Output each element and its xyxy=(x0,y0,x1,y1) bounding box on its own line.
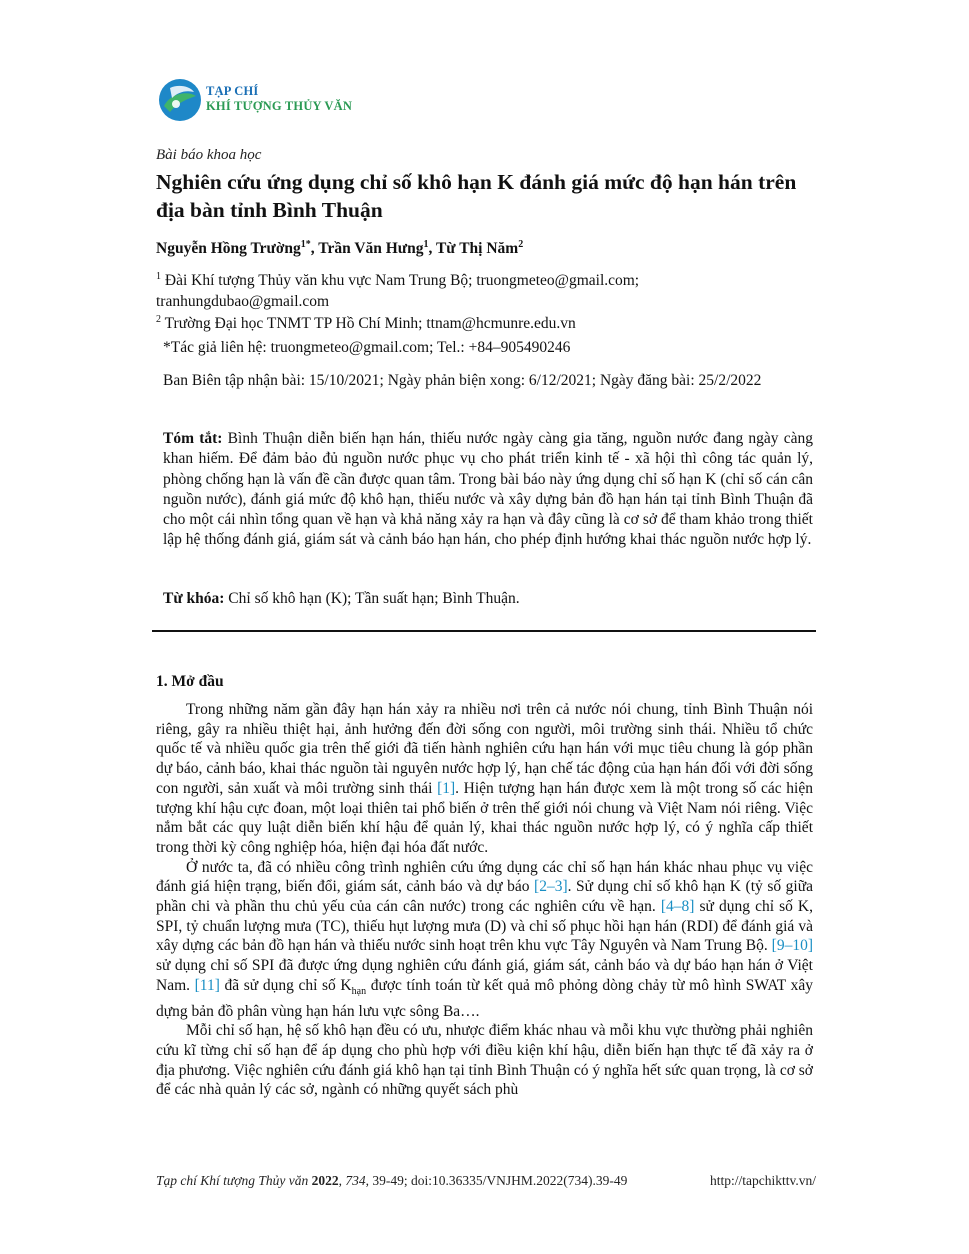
journal-logo-icon xyxy=(156,76,204,124)
abstract xyxy=(163,429,813,551)
paper-title: Nghiên cứu ứng dụng chỉ số khô hạn K đánh giá mức độ hạn hán trên địa bàn tỉnh Bình Thuận xyxy=(156,170,797,222)
footer-year: 2022 xyxy=(311,1173,339,1188)
aff-sup: 1 xyxy=(156,271,161,282)
paragraph xyxy=(156,858,813,1022)
text-run: Trong những năm gần đây hạn hán xảy ra nhiều nơi trên cả nước nói chung, tỉnh Bình Thuận nói riêng, gây ra nhiều thiệt hại, ảnh hưởng đến đời sống con người, môi trường sinh thái. Nhiều tổ chức quốc tế và nhiều quốc gia trên thế giới đã tiến hành nghiên cứu hạn hán với mục tiêu chung là góp phần dự báo, cảnh báo, khai thác nguồn tài nguyên nước hợp lý, hạn chế tác động của hạn hán đối với đời sống con người, sản xuất và môi trường sinh thái xyxy=(156,701,813,797)
section-heading: 1. Mở đầu xyxy=(156,673,224,690)
citation-link[interactable]: [1] xyxy=(437,779,456,797)
author-sup: 1 xyxy=(423,239,429,250)
paragraph xyxy=(156,1021,813,1100)
aff-text: Trường Đại học TNMT TP Hồ Chí Minh; ttnam@hcmunre.edu.vn xyxy=(164,315,576,333)
footer-url[interactable]: http://tapchikttv.vn/ xyxy=(710,1173,816,1188)
aff-sup: 2 xyxy=(156,314,161,325)
text-run: Ở nước ta, đã có nhiều công trình nghiên cứu ứng dụng các chỉ số hạn hán khác nhau phục vụ việc đánh giá hiện trạng, biến đổi, giám sát, cảnh báo và dự báo xyxy=(156,858,813,896)
submission-dates: Ban Biên tập nhận bài: 15/10/2021; Ngày phản biện xong: 6/12/2021; Ngày đăng bài: 25/2/2022 xyxy=(163,372,762,389)
journal-logo xyxy=(156,74,396,126)
author-sup: 2 xyxy=(518,239,524,250)
logo-line1: TẠP CHÍ xyxy=(206,84,259,98)
divider xyxy=(152,630,816,632)
abstract-label: Tóm tắt: xyxy=(163,430,223,447)
journal-logo-text xyxy=(206,84,352,114)
page-footer: Tạp chí Khí tượng Thủy văn 2022, 734, 39-49; doi:10.36335/VNJHM.2022(734).39-49 http://tapchikttv.vn/ xyxy=(156,1173,816,1188)
text-run: Mỗi chỉ số hạn, hệ số khô hạn đều có ưu, nhược điểm khác nhau và mỗi khu vực thường phải nghiên cứu kĩ từng chỉ số hạn để áp dụng cho phù hợp với điều kiện khí hậu, diễn biến hạn thực tế đã xảy ra ở địa phương. Việc nghiên cứu đánh giá khô hạn tại tỉnh Bình Thuận có ý nghĩa hết sức quan trọng, là cơ sở để các nhà quản lý các sở, ngành có những quyết sách phù xyxy=(156,1022,813,1099)
text-run: được tính toán từ kết quả mô phỏng dòng chảy từ mô hình SWAT xây dựng bản đồ phân vùng hạn hán lưu vực sông Ba…. xyxy=(156,976,813,1020)
text-run: sử dụng chỉ số K, SPI, tỷ chuẩn lượng mưa (TC), thiếu hụt lượng mưa (D) và chỉ số phục hồi hạn hán (RDI) để đánh giá và xây dựng các bản đồ hạn hán và thiếu nước sinh hoạt trên khu vực Tây Nguyên và Nam Trung Bộ. xyxy=(156,898,813,955)
keywords-text: Chỉ số khô hạn (K); Tần suất hạn; Bình Thuận. xyxy=(228,590,520,607)
text-run: đã sử dụng chỉ số K xyxy=(219,976,352,994)
paragraph xyxy=(156,700,813,858)
logo-line2: KHÍ TƯỢNG THỦY VĂN xyxy=(206,99,353,113)
text-run: . Hiện tượng hạn hán được xem là một trong số các hiện tượng khí hậu cực đoan, một loại thiên tai phổ biến ở trên thế giới nói chung và Việt Nam nói riêng. Việc nắm bắt các quy luật diễn biến khí hậu để quản lý, khai thác nguồn nước hợp lý, có ý nghĩa cấp thiết trong thời kỳ công nghiệp hóa, hiện đại hóa đất nước. xyxy=(156,779,813,856)
corresponding-author: *Tác giả liên hệ: truongmeteo@gmail.com; Tel.: +84–905490246 xyxy=(163,339,571,356)
keywords-label: Từ khóa: xyxy=(163,590,225,607)
affiliation-1 xyxy=(156,266,816,312)
aff-text: Đài Khí tượng Thủy văn khu vực Nam Trung Bộ; truongmeteo@gmail.com; tranhungdubao@gmail.com xyxy=(156,272,640,311)
text-run: sử dụng chỉ số SPI đã được ứng dụng nghiên cứu đánh giá, giám sát, cảnh báo và dự báo hạn hán ở Việt Nam. xyxy=(156,957,813,994)
author-sup: 1* xyxy=(300,239,311,250)
subscript: hạn xyxy=(351,985,367,997)
author-name: Nguyễn Hồng Trường xyxy=(156,240,301,258)
affiliation-2 xyxy=(156,309,816,334)
text-run: . Sử dụng chỉ số khô hạn K (tỷ số giữa phần chi và phần thu chủ yếu của cán cân nước) trong các nghiên cứu về hạn. xyxy=(156,878,813,916)
citation-link[interactable]: [2–3] xyxy=(534,878,568,896)
citation-link[interactable]: [9–10] xyxy=(771,937,813,955)
author-list: Nguyễn Hồng Trường$^{1*}$, Trần Văn Hưng$^1$, Từ Thị Năm$^2$ xyxy=(156,239,524,258)
citation-link[interactable]: [4–8] xyxy=(660,898,695,916)
footer-doi: , 39-49; doi:10.36335/VNJHM.2022(734).39-49 xyxy=(365,1173,628,1188)
body-text xyxy=(156,700,813,1100)
footer-volume: 734 xyxy=(345,1173,366,1188)
author-name: Trần Văn Hưng xyxy=(318,240,424,258)
article-type: Bài báo khoa học xyxy=(156,147,262,163)
abstract-text: Bình Thuận diễn biến hạn hán, thiếu nước ngày càng gia tăng, nguồn nước đang ngày càng khan hiếm. Để đảm bảo đủ nguồn nước phục vụ cho phát triển kinh tế - xã hội thì công tác quản lý, phòng chống hạn là vấn đề cần được quan tâm. Trong bài báo này ứng dụng chỉ số hạn K (chỉ số cán cân nguồn nước), đánh giá mức độ khô hạn, thiếu nước và xây dựng bản đồ hạn hán tại tỉnh Bình Thuận đã cho một cái nhìn tổng quan về hạn và khả năng xảy ra hạn và đây cũng là cơ sở để tham khảo trong thiết lập hệ thống đánh giá, giám sát và cảnh báo hạn hán, cho phép định hướng khai thác nguồn nước hợp lý. xyxy=(163,430,814,549)
author-name: Từ Thị Năm xyxy=(435,240,519,258)
citation-link[interactable]: [11] xyxy=(194,976,220,994)
footer-journal: Tạp chí Khí tượng Thủy văn xyxy=(156,1173,309,1188)
keywords xyxy=(163,590,520,608)
